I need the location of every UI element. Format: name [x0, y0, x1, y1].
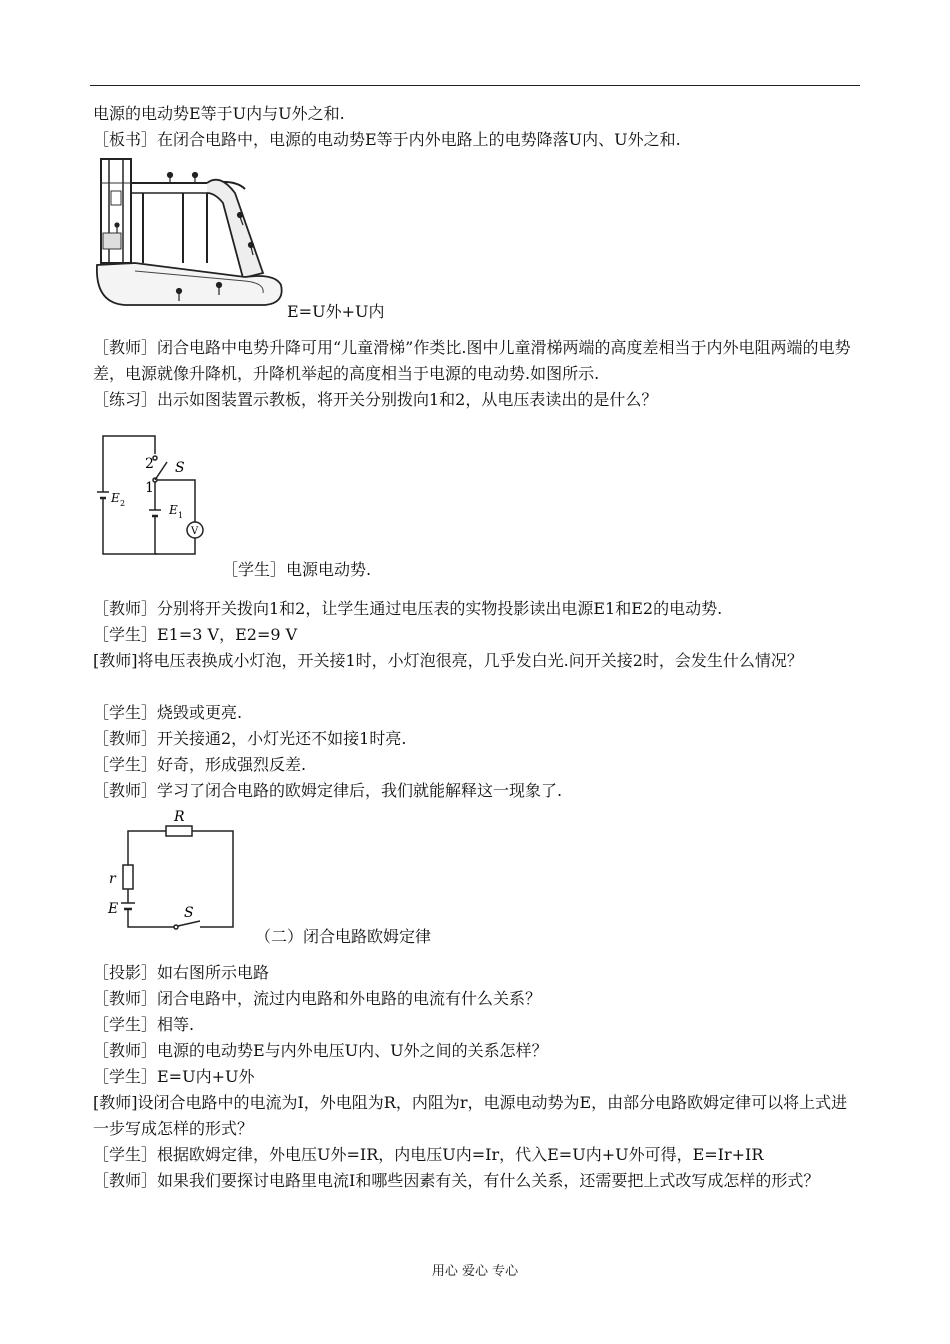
text-line: ［学生］E=U内+U外	[93, 1067, 255, 1086]
text-line: 电源的电动势E等于U内与U外之和.	[93, 104, 345, 123]
text-paragraph: ［教师］闭合电路中电势升降可用“儿童滑梯”作类比.图中儿童滑梯两端的高度差相当于内外电阻两端的电势差，电源就像升降机，升降机举起的高度相当于电源的电动势.如图所示.	[93, 338, 851, 383]
figure-caption: ［学生］电源电动势.	[222, 560, 372, 579]
figure-caption: E=U外+U内	[287, 302, 385, 321]
text-line: ［教师］分别将开关拨向1和2，让学生通过电压表的实物投影读出电源E1和E2的电动势.	[93, 599, 723, 618]
switch-label: S	[184, 905, 194, 921]
text-line: ［练习］出示如图装置示教板，将开关分别拨向1和2，从电压表读出的是什么？	[93, 390, 658, 409]
source-label-e2-sub: 2	[120, 499, 126, 508]
text-line: ［教师］电源的电动势E与内外电压U内、U外之间的关系怎样？	[93, 1041, 548, 1060]
page-footer: 用心 爱心 专心	[431, 1264, 519, 1279]
section-heading: （二）闭合电路欧姆定律	[255, 927, 432, 946]
text-line: ［板书］在闭合电路中，电源的电动势E等于内外电路上的电势降落U内、U外之和.	[93, 130, 681, 149]
emf-label: E	[108, 901, 119, 917]
source-label-e1: E	[169, 503, 178, 517]
voltmeter-label: V	[191, 526, 199, 537]
switch-label-2: 2	[145, 456, 154, 472]
resistor-label-r: R	[174, 809, 185, 825]
text-paragraph: [教师]将电压表换成小灯泡，开关接1时，小灯泡很亮，几乎发白光.问开关接2时，会发生什么情况？	[93, 651, 803, 670]
text-line: ［学生］好奇，形成强烈反差.	[93, 755, 307, 774]
text-line: ［教师］学习了闭合电路的欧姆定律后，我们就能解释这一现象了.	[93, 781, 563, 800]
source-label-e2: E	[111, 491, 120, 505]
text-line: ［学生］相等.	[93, 1015, 195, 1034]
slide-analogy-figure	[95, 153, 285, 313]
text-line: ［学生］烧毁或更亮.	[93, 703, 243, 722]
text-paragraph: ［教师］如果我们要探讨电路里电流I和哪些因素有关，有什么关系，还需要把上式改写成怎样的形式？	[93, 1171, 820, 1190]
source-label-e1-sub: 1	[178, 511, 184, 520]
internal-resistance-label: r	[109, 871, 116, 887]
switch-label-1: 1	[145, 480, 154, 496]
text-line: ［学生］根据欧姆定律，外电压U外=IR，内电压U内=Ir，代入E=U内+U外可得，E=Ir+IR	[93, 1145, 764, 1164]
closed-circuit-figure	[100, 805, 240, 935]
switch-label-s: S	[175, 460, 185, 476]
header-rule	[90, 85, 860, 86]
text-line: ［学生］E1=3 V，E2=9 V	[93, 625, 298, 644]
switch-circuit-figure	[95, 430, 215, 560]
text-line: ［投影］如右图所示电路	[93, 963, 270, 982]
text-line: ［教师］开关接通2，小灯光还不如接1时亮.	[93, 729, 407, 748]
text-line: ［教师］闭合电路中，流过内电路和外电路的电流有什么关系？	[93, 989, 542, 1008]
text-paragraph: [教师]设闭合电路中的电流为I，外电阻为R，内阻为r，电源电动势为E，由部分电路欧姆定律可以将上式进一步写成怎样的形式？	[93, 1093, 848, 1138]
